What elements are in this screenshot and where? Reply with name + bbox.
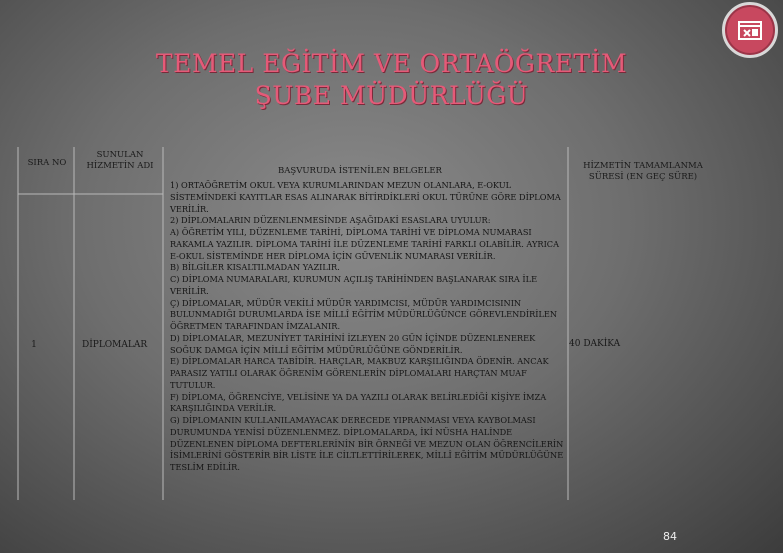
window-close-icon [736, 16, 764, 44]
page-number: 84 [663, 530, 677, 543]
title-line-2: ŞUBE MÜDÜRLÜĞÜ [254, 81, 529, 110]
header-no: SIRA NO [27, 158, 67, 168]
service-name: DİPLOMALAR [82, 340, 148, 350]
required-documents: 1) ORTAÖĞRETİM OKUL VEYA KURUMLARINDAN MEZUN OLANLARA, E-OKUL SİSTEMİNDEKİ KAYITLAR ESAS ALINARAK BİTİRDİKLERİ OKUL TÜRÜNE GÖRE DİPLOMA VERİLİR. 2) DİPLOMALARIN DÜZENLENMESİNDE AŞAĞIDAKİ ESASLARA UYULUR: A) ÖĞRETİM YILI, DÜZENLEME TARİHİ, DİPLOMA TARİHİ VE DİPLOMA NUMARASI RAKAMLA YAZILIR. DİPLOMA TARİHİ İLE DÜZENLEME TARİHİ FARKLI OLABİLİR. AYRICA E-OKUL SİSTEMİNDE HER DİPLOMA İÇİN GÜVENLİK NUMARASI VERİLİR. B) BİLGİLER KISALTILMADAN YAZILIR. C) DİPLOMA NUMARALARI, KURUMUN AÇILIŞ TARİHİNDEN BAŞLANARAK SIRA İLE VERİLİR. Ç) DİPLOMALAR, MÜDÜR VEKİLİ MÜDÜR YARDIMCISI, MÜDÜR YARDIMCISININ BULUNMADIĞI DURUMLARDA İSE MİLLÎ EĞİTİM MÜDÜRLÜĞÜNCE GÖREVLENDİRİLEN ÖĞRETMEN TARAFINDAN İMZALANIR. D) DİPLOMALAR, MEZUNİYET TARİHİNİ İZLEYEN 20 GÜN İÇİNDE DÜZENLENEREK SOĞUK DAMGA İÇİN MİLLÎ EĞİTİM MÜDÜRLÜĞÜNE GÖNDERİLİR. E) DİPLOMALAR HARCA TABİDİR. HARÇLAR, MAKBUZ KARŞILIĞINDA ÖDENİR. ANCAK PARASIZ YATILI OLARAK ÖĞRENİM GÖRENLERİN DİPLOMALARI HARÇTAN MUAF TUTULUR. F) DİPLOMA, ÖĞRENCİYE, VELİSİNE YA DA YAZILI OLARAK BELİRLEDİĞİ KİŞİYE İMZA KARŞILIĞINDA VERİLİR. G) DİPLOMANIN KULLANILAMAYACAK DERECEDE YIPRANMASI VEYA KAYBOLMASI DURUMUNDA YENİSİ DÜZENLENMEZ. DİPLOMALARDA, İKİ NÜSHA HALİNDE DÜZENLENEN DİPLOMA DEFTERLERİNİN BİR ÖRNEĞİ VE MEZUN OLAN ÖĞRENCİLERİN İSİMLERİNİ GÖSTERİR BİR LİSTE İLE CİLTLETTİRİLEREK, MİLLÎ EĞİTİM MÜDÜRLÜĞÜNE TESLİM EDİLİR. [170, 180, 564, 472]
title-line-1: TEMEL EĞİTİM VE ORTAÖĞRETİM [155, 49, 628, 78]
header-documents: BAŞVURUDA İSTENİLEN BELGELER [278, 166, 442, 176]
page-title [0, 48, 783, 112]
header-duration: HİZMETİN TAMAMLANMA SÜRESİ (EN GEÇ SÜRE) [583, 161, 703, 182]
header-service: SUNULAN HİZMETİN ADI [86, 150, 154, 171]
completion-duration: 40 DAKİKA [569, 339, 621, 349]
row-number: 1 [31, 340, 37, 350]
